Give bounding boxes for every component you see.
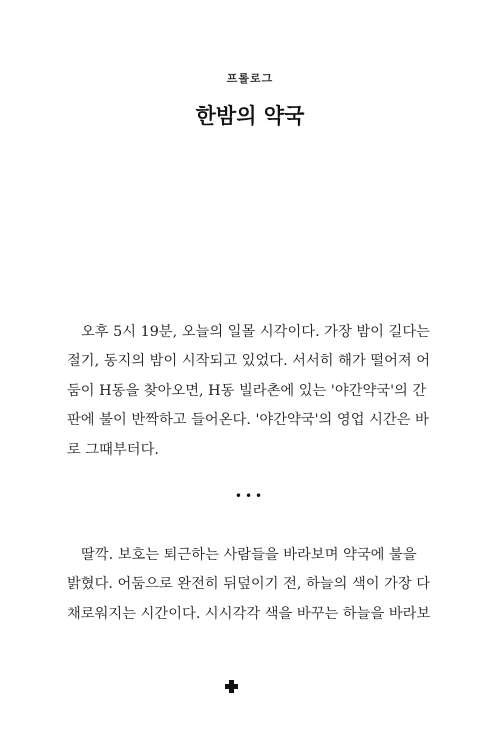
paragraph-line: 둠이 H동을 찾아오면, H동 빌라촌에 있는 '야간약국'의 간 (67, 382, 427, 399)
section-separator: ••• (234, 489, 266, 503)
paragraph-line: 판에 불이 반짝하고 들어온다. '야간약국'의 영업 시간은 바 (67, 412, 429, 429)
cross-icon (225, 680, 238, 693)
paragraph-1 (67, 318, 443, 465)
chapter-title: 한밤의 약국 (195, 104, 305, 128)
chapter-label: 프롤로그 (226, 72, 274, 85)
paragraph-line: 딸깍. 보호는 퇴근하는 사람들을 바라보며 약국에 불을 (81, 547, 417, 563)
paragraph-line: 밝혔다. 어둠으로 완전히 뒤덮이기 전, 하늘의 색이 가장 다 (67, 576, 431, 593)
paragraph-line: 로 그때부터다. (67, 441, 159, 458)
paragraph-line: 절기, 동지의 밤이 시작되고 있었다. 서서히 해가 떨어져 어 (67, 353, 431, 370)
paragraph-line: 채로워지는 시간이다. 시시각각 색을 바꾸는 하늘을 바라보 (67, 605, 431, 622)
paragraph-line: 오후 5시 19분, 오늘의 일몰 시각이다. 가장 밤이 길다는 (81, 324, 430, 340)
paragraph-2 (67, 541, 443, 629)
